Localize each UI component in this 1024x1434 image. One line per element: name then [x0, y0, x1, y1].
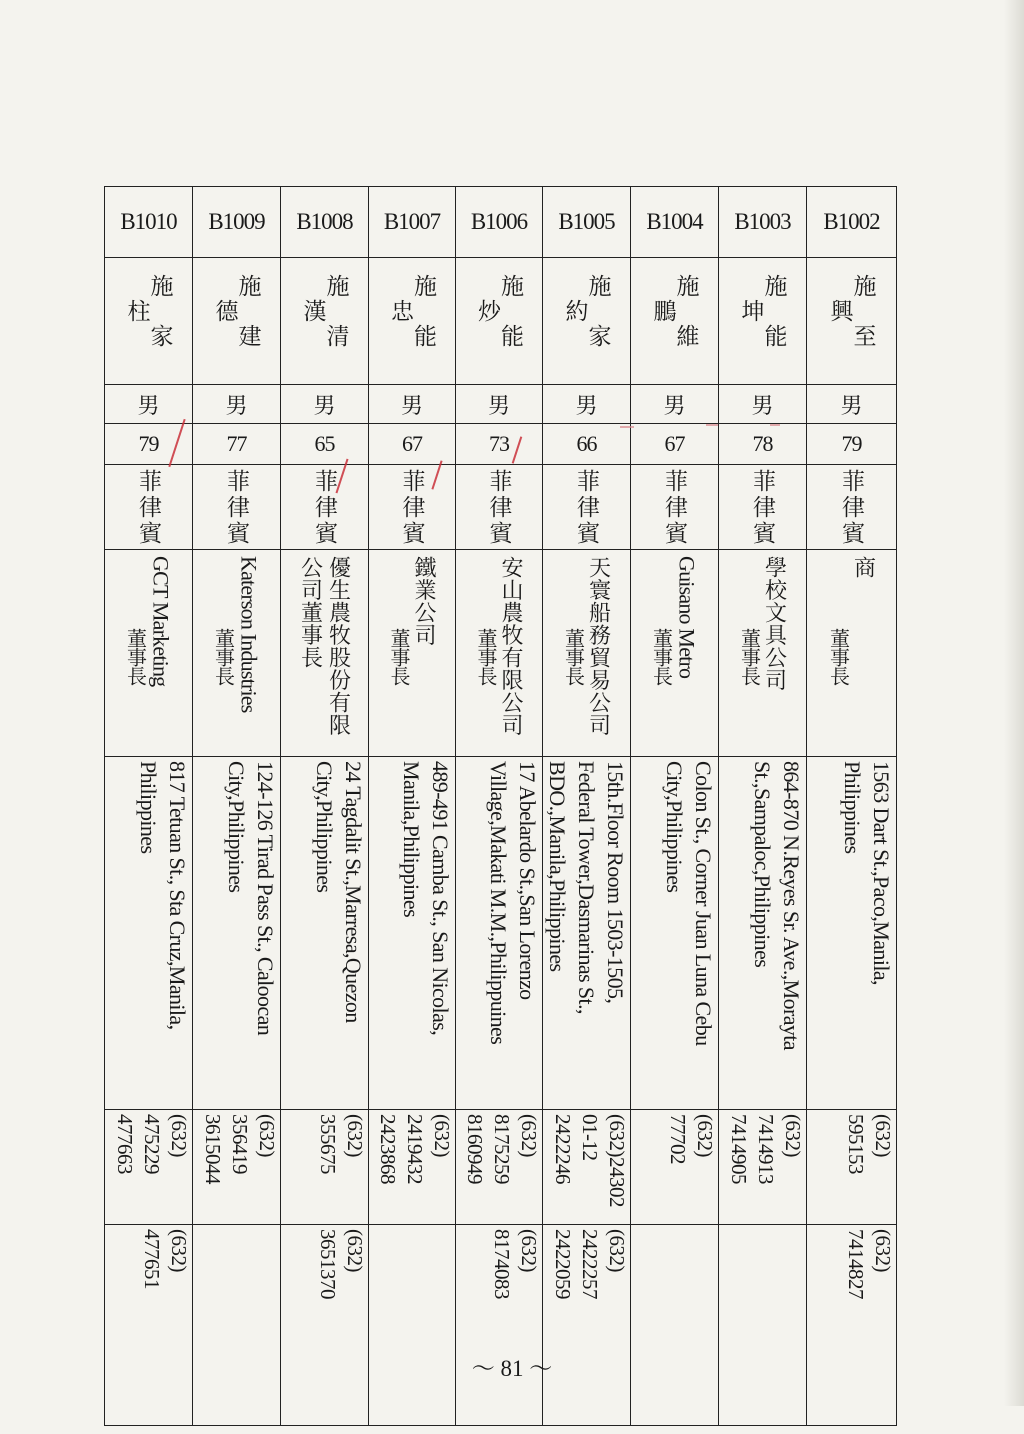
member-sex-cell: 男 [631, 385, 719, 424]
member-address: 864-870 N.Reyes Sr. Ave.,Morayta St.,Sampaloc,Philippines [750, 761, 804, 1050]
member-telephone: (632) 595153 [844, 1114, 895, 1174]
member-nationality-cell [369, 465, 456, 550]
member-fax-cell [543, 1225, 631, 1426]
member-sex-cell: 男 [807, 385, 897, 424]
member-id-cell: B1009 [193, 187, 281, 258]
member-company-cell [281, 550, 369, 757]
member-title: 董事長 [474, 627, 496, 685]
members-table [104, 186, 897, 1426]
member-name-cell [281, 258, 369, 385]
member-address: 489-491 Camba St., San Nicolas, Manila,Philippines [399, 761, 453, 1036]
member-company: 商 [851, 556, 877, 579]
table-row [105, 187, 897, 258]
member-fax-cell [456, 1225, 543, 1426]
member-telephone: (632) 356419 3615044 [201, 1114, 279, 1184]
member-company-cell [631, 550, 719, 757]
member-name-cell [543, 258, 631, 385]
member-title: 董事長 [826, 627, 849, 685]
member-id-cell: B1004 [631, 187, 719, 258]
member-telephone: (632) 77702 [666, 1114, 717, 1164]
member-telephone-cell [543, 1110, 631, 1225]
correction-tick [706, 424, 718, 426]
member-name-cell [456, 258, 543, 385]
member-age-cell: 66 [543, 424, 631, 465]
company-block [369, 550, 455, 756]
member-fax [193, 1225, 280, 1425]
table-row [105, 258, 897, 385]
member-address: 1563 Dart St.,Paco,Manila, Philippines [840, 761, 894, 985]
member-fax: (632) 2422257 2422059 [551, 1229, 629, 1299]
member-nationality-cell [105, 465, 193, 550]
member-nationality: 菲律賓 [839, 469, 864, 547]
member-sex-cell: 男 [193, 385, 281, 424]
member-nationality-cell [281, 465, 369, 550]
member-id-cell: B1008 [281, 187, 369, 258]
member-nationality-cell [719, 465, 807, 550]
table-row [105, 465, 897, 550]
member-title: 董事長 [649, 627, 672, 685]
member-company: 優生農牧股份有限 公司董事長 [298, 556, 352, 736]
member-nationality-cell [631, 465, 719, 550]
member-sex-cell: 男 [105, 385, 193, 424]
member-company: 鐵業公司 [412, 556, 437, 646]
table-row [105, 1225, 897, 1426]
member-company-cell [193, 550, 281, 757]
member-telephone: (632) 475229 477663 [113, 1114, 191, 1174]
member-sex-cell: 男 [543, 385, 631, 424]
member-fax [631, 1225, 718, 1425]
table-row [105, 1110, 897, 1225]
member-name-cell [193, 258, 281, 385]
member-nationality-cell [543, 465, 631, 550]
member-nationality: 菲律賓 [662, 469, 687, 547]
member-telephone: (632) 8175259 8160949 [463, 1114, 541, 1184]
member-id-cell: B1006 [456, 187, 543, 258]
member-telephone-cell [456, 1110, 543, 1225]
table-row [105, 424, 897, 465]
member-sex-cell: 男 [456, 385, 543, 424]
member-telephone: (632) 355675 [316, 1114, 367, 1174]
member-address: 24 Tagdalit St.,Marresa,Quezon City,Philippines [312, 761, 366, 1023]
member-telephone-cell [807, 1110, 897, 1225]
correction-tick [620, 426, 634, 428]
member-fax-cell [281, 1225, 369, 1426]
member-fax-cell [631, 1225, 719, 1426]
member-address-cell [719, 757, 807, 1110]
member-company: 安山農牧有限公司 [499, 556, 524, 736]
member-company: GCT Marketing [148, 556, 174, 687]
member-name-cell [105, 258, 193, 385]
member-fax [719, 1225, 806, 1425]
member-id-cell: B1010 [105, 187, 193, 258]
member-name: 施清漢 [300, 274, 349, 374]
member-name: 施維鵬 [650, 274, 699, 374]
member-telephone-cell [281, 1110, 369, 1225]
member-nationality-cell [456, 465, 543, 550]
member-telephone-cell [193, 1110, 281, 1225]
member-address-cell [807, 757, 897, 1110]
member-company: Katerson Industries [236, 556, 262, 713]
member-title: 董事長 [561, 627, 584, 685]
company-block [456, 550, 542, 756]
member-name: 施至興 [827, 274, 876, 374]
member-name: 施能忠 [388, 274, 436, 374]
member-address: 817 Tetuan St., Sta Cruz,Manila, Philippines [136, 761, 190, 1030]
page-number: ～ 81 ～ [471, 1356, 553, 1381]
member-age-cell: 67 [631, 424, 719, 465]
table-row [105, 385, 897, 424]
member-name-cell [631, 258, 719, 385]
company-block [281, 550, 368, 756]
member-address-cell [543, 757, 631, 1110]
member-address: Colon St., Corner Juan Luna Cebu City,Philippines [662, 761, 716, 1046]
member-company: Guisano Metro [674, 556, 700, 679]
member-address: 17 Abelardo St.,San Lorenzo Village,Makati M.M.,Philippuines [486, 761, 540, 1045]
member-telephone: (632) 7414913 7414905 [727, 1114, 805, 1184]
member-company-cell [807, 550, 897, 757]
page-edge-shadow [1004, 0, 1024, 1406]
member-company-cell [543, 550, 631, 757]
member-telephone: (632)24302 01-12 2422246 [551, 1114, 629, 1207]
member-age-cell: 78 [719, 424, 807, 465]
company-block [193, 550, 280, 756]
member-company: 學校文具公司 [762, 556, 788, 691]
member-title: 董事長 [737, 627, 760, 685]
member-nationality: 菲律賓 [312, 469, 337, 547]
member-address-cell [193, 757, 281, 1110]
member-fax-cell [807, 1225, 897, 1426]
member-fax: (632) 477651 [140, 1229, 191, 1289]
member-telephone-cell [105, 1110, 193, 1225]
member-nationality-cell [807, 465, 897, 550]
company-block [543, 550, 630, 756]
member-fax-cell [369, 1225, 456, 1426]
member-sex-cell: 男 [281, 385, 369, 424]
member-fax: (632) 8174083 [490, 1229, 541, 1299]
table-row [105, 757, 897, 1110]
member-telephone-cell [631, 1110, 719, 1225]
member-address-cell [105, 757, 193, 1110]
company-block [807, 550, 896, 756]
member-nationality: 菲律賓 [750, 469, 775, 547]
member-telephone: (632) 2419432 2423868 [376, 1114, 454, 1184]
member-address: 15th.Floor Room 1503-1505, Federal Tower,Dasmarinas St., BDO.,Manila,Philippines [545, 761, 628, 1014]
member-fax: (632) 7414827 [844, 1229, 895, 1299]
member-nationality: 菲律賓 [574, 469, 599, 547]
member-id-cell: B1002 [807, 187, 897, 258]
member-address-cell [456, 757, 543, 1110]
member-name-cell [807, 258, 897, 385]
member-telephone-cell [719, 1110, 807, 1225]
member-nationality: 菲律賓 [136, 469, 161, 547]
member-name: 施能坤 [738, 274, 787, 374]
member-address-cell [369, 757, 456, 1110]
member-address-cell [281, 757, 369, 1110]
member-sex-cell: 男 [369, 385, 456, 424]
member-title: 董事長 [387, 627, 409, 685]
correction-tick [770, 424, 780, 426]
member-company-cell [105, 550, 193, 757]
table-row [105, 550, 897, 757]
member-fax: (632) 3651370 [316, 1229, 367, 1299]
member-nationality: 菲律賓 [399, 469, 425, 547]
member-age-cell: 65 [281, 424, 369, 465]
member-id-cell: B1003 [719, 187, 807, 258]
member-age-cell: 79 [807, 424, 897, 465]
company-block [105, 550, 192, 756]
member-nationality-cell [193, 465, 281, 550]
company-block [719, 550, 806, 756]
member-name: 施建德 [212, 274, 261, 374]
member-name-cell [369, 258, 456, 385]
member-age-cell: 67 [369, 424, 456, 465]
member-title: 董事長 [211, 627, 234, 685]
member-name: 施家約 [562, 274, 611, 374]
member-fax [369, 1225, 455, 1425]
member-sex-cell: 男 [719, 385, 807, 424]
member-name: 施家柱 [124, 274, 173, 374]
member-nationality: 菲律賓 [224, 469, 249, 547]
member-fax-cell [719, 1225, 807, 1426]
member-company-cell [456, 550, 543, 757]
member-title: 董事長 [123, 627, 146, 685]
member-fax-cell [105, 1225, 193, 1426]
member-company-cell [369, 550, 456, 757]
member-nationality: 菲律賓 [486, 469, 512, 547]
member-telephone-cell [369, 1110, 456, 1225]
member-id-cell: B1007 [369, 187, 456, 258]
member-id-cell: B1005 [543, 187, 631, 258]
member-fax-cell [193, 1225, 281, 1426]
member-age-cell: 77 [193, 424, 281, 465]
member-company-cell [719, 550, 807, 757]
member-address-cell [631, 757, 719, 1110]
member-name: 施能炒 [475, 274, 523, 374]
member-company: 天寰船務貿易公司 [586, 556, 612, 736]
member-age-cell: 73 [456, 424, 543, 465]
member-name-cell [719, 258, 807, 385]
member-address: 124-126 Tirad Pass St., Caloocan City,Philippines [224, 761, 278, 1036]
company-block [631, 550, 718, 756]
member-age-cell: 79 [105, 424, 193, 465]
